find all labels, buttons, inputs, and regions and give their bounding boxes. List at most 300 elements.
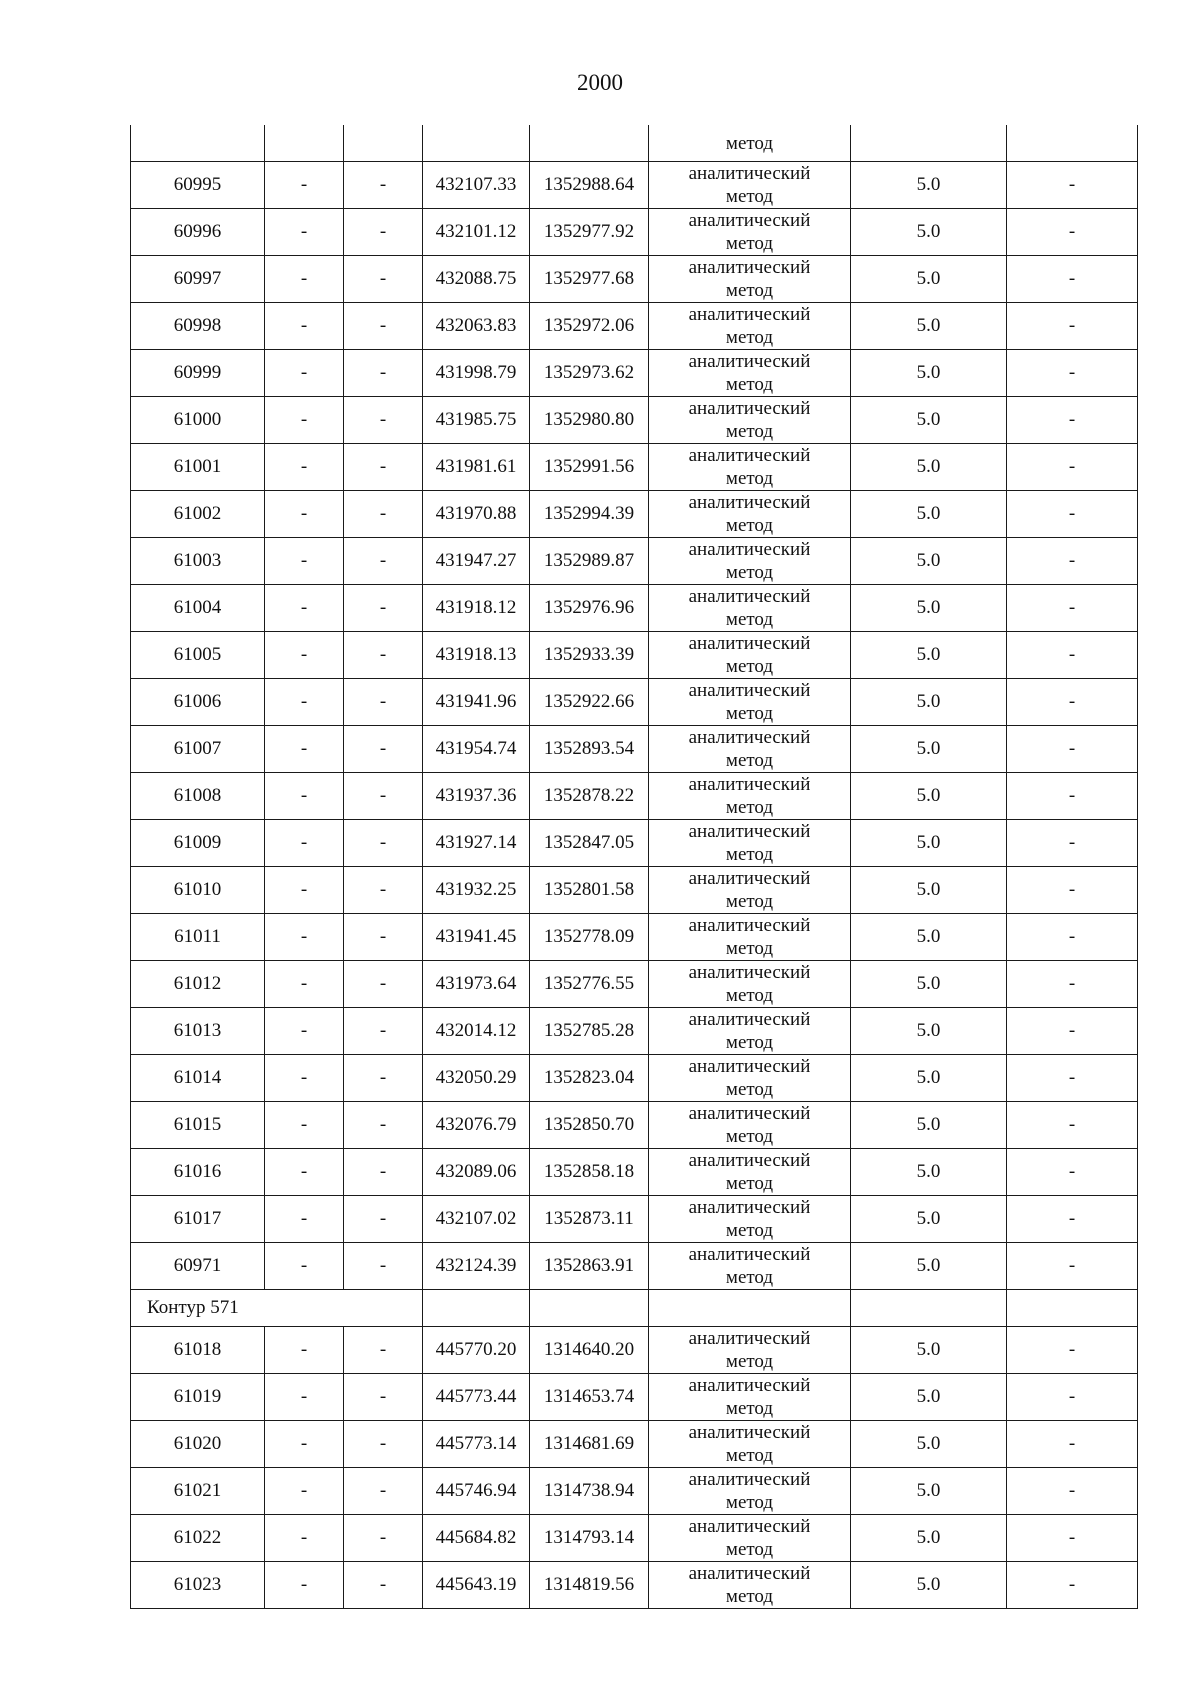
x-coordinate-cell: 432089.06 [423, 1148, 530, 1195]
method-cell [649, 1373, 851, 1420]
table-cell: - [1007, 396, 1138, 443]
table-cell [131, 125, 265, 161]
method-line: аналитический [688, 350, 811, 372]
method-cell [649, 1420, 851, 1467]
accuracy-cell: 5.0 [851, 161, 1007, 208]
table-cell: - [344, 1148, 423, 1195]
section-label: Контур 571 [131, 1289, 423, 1326]
point-id-cell: 61016 [131, 1148, 265, 1195]
method-line: аналитический [688, 1515, 811, 1537]
point-id-cell: 60998 [131, 302, 265, 349]
table-cell: - [1007, 1420, 1138, 1467]
table-cell: - [1007, 490, 1138, 537]
accuracy-cell: 5.0 [851, 584, 1007, 631]
method-cell [649, 772, 851, 819]
table-row [131, 819, 1138, 866]
continuation-row [131, 125, 1138, 161]
table-cell: - [1007, 1101, 1138, 1148]
table-cell: - [344, 1420, 423, 1467]
method-line: метод [725, 1219, 774, 1241]
table-cell: - [1007, 584, 1138, 631]
table-row [131, 396, 1138, 443]
x-coordinate-cell: 431985.75 [423, 396, 530, 443]
point-id-cell: 61008 [131, 772, 265, 819]
table-cell: - [265, 443, 344, 490]
table-cell: - [265, 725, 344, 772]
method-cell [649, 1242, 851, 1289]
table-cell: - [1007, 1054, 1138, 1101]
table-cell: - [1007, 255, 1138, 302]
table-cell [649, 1289, 851, 1326]
x-coordinate-cell: 432050.29 [423, 1054, 530, 1101]
table-row [131, 1242, 1138, 1289]
table-cell: - [1007, 1242, 1138, 1289]
y-coordinate-cell: 1314681.69 [530, 1420, 649, 1467]
method-line: метод [725, 1538, 774, 1560]
method-line: аналитический [688, 538, 811, 560]
method-line: метод [725, 373, 774, 395]
method-line: аналитический [688, 1149, 811, 1171]
table-cell: - [1007, 302, 1138, 349]
table-row [131, 960, 1138, 1007]
table-row [131, 678, 1138, 725]
table-cell: - [265, 584, 344, 631]
method-line: метод [725, 655, 774, 677]
method-line: аналитический [688, 397, 811, 419]
y-coordinate-cell: 1352922.66 [530, 678, 649, 725]
table-row [131, 443, 1138, 490]
table-cell: - [344, 1101, 423, 1148]
table-cell [851, 1289, 1007, 1326]
point-id-cell: 61017 [131, 1195, 265, 1242]
x-coordinate-cell: 445773.44 [423, 1373, 530, 1420]
y-coordinate-cell: 1352988.64 [530, 161, 649, 208]
method-line: метод [725, 937, 774, 959]
y-coordinate-cell: 1352977.68 [530, 255, 649, 302]
accuracy-cell: 5.0 [851, 443, 1007, 490]
table-cell [530, 125, 649, 161]
point-id-cell: 61018 [131, 1326, 265, 1373]
table-cell: - [344, 302, 423, 349]
method-line: аналитический [688, 867, 811, 889]
method-line: аналитический [688, 209, 811, 231]
accuracy-cell: 5.0 [851, 1514, 1007, 1561]
method-line: аналитический [688, 726, 811, 748]
method-line: метод [725, 1172, 774, 1194]
accuracy-cell: 5.0 [851, 1148, 1007, 1195]
accuracy-cell: 5.0 [851, 1101, 1007, 1148]
table-cell: - [1007, 208, 1138, 255]
table-cell: - [265, 1373, 344, 1420]
method-cell [649, 302, 851, 349]
table-cell: - [344, 161, 423, 208]
y-coordinate-cell: 1352850.70 [530, 1101, 649, 1148]
x-coordinate-cell: 431918.12 [423, 584, 530, 631]
table-cell: - [1007, 443, 1138, 490]
table-cell: - [1007, 631, 1138, 678]
table-cell: - [344, 1242, 423, 1289]
point-id-cell: 61005 [131, 631, 265, 678]
x-coordinate-cell: 431927.14 [423, 819, 530, 866]
accuracy-cell: 5.0 [851, 1467, 1007, 1514]
method-cell [649, 866, 851, 913]
point-id-cell: 61013 [131, 1007, 265, 1054]
table-cell: - [1007, 1148, 1138, 1195]
y-coordinate-cell: 1314819.56 [530, 1561, 649, 1608]
method-line: метод [725, 1125, 774, 1147]
accuracy-cell: 5.0 [851, 678, 1007, 725]
method-line: метод [725, 467, 774, 489]
table-row [131, 1373, 1138, 1420]
method-cell [649, 443, 851, 490]
point-id-cell: 61010 [131, 866, 265, 913]
y-coordinate-cell: 1352991.56 [530, 443, 649, 490]
method-cell [649, 396, 851, 443]
table-row [131, 537, 1138, 584]
x-coordinate-cell: 432076.79 [423, 1101, 530, 1148]
table-cell: - [344, 1195, 423, 1242]
method-line: аналитический [688, 162, 811, 184]
x-coordinate-cell: 432101.12 [423, 208, 530, 255]
table-row [131, 1195, 1138, 1242]
method-cell: метод [649, 125, 851, 161]
method-cell [649, 537, 851, 584]
method-line: метод [725, 702, 774, 724]
table-cell: - [265, 1054, 344, 1101]
table-cell: - [265, 1561, 344, 1608]
method-cell [649, 349, 851, 396]
table-row [131, 1007, 1138, 1054]
method-cell [649, 1561, 851, 1608]
table-row [131, 772, 1138, 819]
table-cell: - [344, 819, 423, 866]
y-coordinate-cell: 1352972.06 [530, 302, 649, 349]
page-number: 2000 [577, 70, 623, 95]
method-line: аналитический [688, 632, 811, 654]
table-cell: - [265, 1101, 344, 1148]
table-cell: - [265, 772, 344, 819]
y-coordinate-cell: 1314738.94 [530, 1467, 649, 1514]
table-cell: - [344, 913, 423, 960]
method-cell [649, 1326, 851, 1373]
accuracy-cell: 5.0 [851, 631, 1007, 678]
table-cell: - [344, 772, 423, 819]
method-line: метод [725, 420, 774, 442]
point-id-cell: 61015 [131, 1101, 265, 1148]
x-coordinate-cell: 445773.14 [423, 1420, 530, 1467]
method-cell [649, 1467, 851, 1514]
table-row [131, 866, 1138, 913]
accuracy-cell: 5.0 [851, 208, 1007, 255]
accuracy-cell: 5.0 [851, 255, 1007, 302]
table-row [131, 1054, 1138, 1101]
method-line: метод [725, 185, 774, 207]
x-coordinate-cell: 445643.19 [423, 1561, 530, 1608]
accuracy-cell: 5.0 [851, 1195, 1007, 1242]
table-cell: - [1007, 1514, 1138, 1561]
table-cell: - [1007, 1373, 1138, 1420]
table-cell: - [1007, 1467, 1138, 1514]
table-cell: - [1007, 913, 1138, 960]
table-cell: - [344, 725, 423, 772]
table-cell [265, 125, 344, 161]
method-line: аналитический [688, 914, 811, 936]
table-cell: - [344, 631, 423, 678]
table-cell: - [1007, 1561, 1138, 1608]
table-cell: - [344, 1514, 423, 1561]
accuracy-cell: 5.0 [851, 725, 1007, 772]
x-coordinate-cell: 431932.25 [423, 866, 530, 913]
method-line: метод [725, 890, 774, 912]
method-cell [649, 208, 851, 255]
method-line: метод [725, 1350, 774, 1372]
x-coordinate-cell: 445684.82 [423, 1514, 530, 1561]
x-coordinate-cell: 432107.33 [423, 161, 530, 208]
method-line: аналитический [688, 1008, 811, 1030]
method-line: аналитический [688, 1243, 811, 1265]
y-coordinate-cell: 1314653.74 [530, 1373, 649, 1420]
accuracy-cell: 5.0 [851, 349, 1007, 396]
section-row [131, 1289, 1138, 1326]
method-line: аналитический [688, 303, 811, 325]
table-row [131, 1514, 1138, 1561]
method-line: аналитический [688, 1374, 811, 1396]
table-cell: - [1007, 1195, 1138, 1242]
method-cell [649, 1007, 851, 1054]
accuracy-cell: 5.0 [851, 1420, 1007, 1467]
table-cell: - [265, 1467, 344, 1514]
method-cell [649, 255, 851, 302]
accuracy-cell: 5.0 [851, 1242, 1007, 1289]
y-coordinate-cell: 1352847.05 [530, 819, 649, 866]
point-id-cell: 61021 [131, 1467, 265, 1514]
method-line: аналитический [688, 1102, 811, 1124]
x-coordinate-cell: 431954.74 [423, 725, 530, 772]
method-line: метод [725, 1491, 774, 1513]
table-row [131, 913, 1138, 960]
table-cell [1007, 125, 1138, 161]
accuracy-cell: 5.0 [851, 1007, 1007, 1054]
y-coordinate-cell: 1314640.20 [530, 1326, 649, 1373]
method-cell [649, 819, 851, 866]
method-cell [649, 1195, 851, 1242]
method-cell [649, 1514, 851, 1561]
table-row [131, 161, 1138, 208]
table-cell [851, 125, 1007, 161]
table-cell: - [344, 537, 423, 584]
x-coordinate-cell: 445770.20 [423, 1326, 530, 1373]
y-coordinate-cell: 1352977.92 [530, 208, 649, 255]
table-cell: - [265, 396, 344, 443]
x-coordinate-cell: 431937.36 [423, 772, 530, 819]
table-cell: - [344, 1373, 423, 1420]
table-row [131, 490, 1138, 537]
table-row [131, 208, 1138, 255]
method-line: метод [725, 232, 774, 254]
table-cell: - [265, 819, 344, 866]
method-cell [649, 1101, 851, 1148]
accuracy-cell: 5.0 [851, 396, 1007, 443]
x-coordinate-cell: 445746.94 [423, 1467, 530, 1514]
point-id-cell: 61002 [131, 490, 265, 537]
accuracy-cell: 5.0 [851, 1054, 1007, 1101]
x-coordinate-cell: 431973.64 [423, 960, 530, 1007]
point-id-cell: 60999 [131, 349, 265, 396]
table-cell: - [1007, 960, 1138, 1007]
table-row [131, 255, 1138, 302]
point-id-cell: 61000 [131, 396, 265, 443]
x-coordinate-cell: 431947.27 [423, 537, 530, 584]
method-line: аналитический [688, 961, 811, 983]
x-coordinate-cell: 432107.02 [423, 1195, 530, 1242]
y-coordinate-cell: 1352873.11 [530, 1195, 649, 1242]
table-cell: - [344, 208, 423, 255]
method-cell [649, 725, 851, 772]
accuracy-cell: 5.0 [851, 819, 1007, 866]
method-line: метод [725, 326, 774, 348]
method-line: метод [725, 1031, 774, 1053]
table-cell [423, 125, 530, 161]
method-line: метод [725, 561, 774, 583]
table-cell: - [344, 866, 423, 913]
table-cell: - [265, 1514, 344, 1561]
y-coordinate-cell: 1352776.55 [530, 960, 649, 1007]
point-id-cell: 61011 [131, 913, 265, 960]
table-cell: - [344, 443, 423, 490]
point-id-cell: 60996 [131, 208, 265, 255]
method-line: метод [725, 749, 774, 771]
method-cell [649, 161, 851, 208]
point-id-cell: 60995 [131, 161, 265, 208]
table-cell: - [1007, 678, 1138, 725]
point-id-cell: 61023 [131, 1561, 265, 1608]
x-coordinate-cell: 431941.45 [423, 913, 530, 960]
y-coordinate-cell: 1352778.09 [530, 913, 649, 960]
table-cell: - [1007, 1007, 1138, 1054]
table-cell: - [265, 913, 344, 960]
table-cell: - [1007, 819, 1138, 866]
method-cell [649, 1054, 851, 1101]
table-cell: - [1007, 772, 1138, 819]
accuracy-cell: 5.0 [851, 772, 1007, 819]
accuracy-cell: 5.0 [851, 302, 1007, 349]
x-coordinate-cell: 432014.12 [423, 1007, 530, 1054]
table-cell: - [344, 396, 423, 443]
method-line: аналитический [688, 773, 811, 795]
table-cell: - [1007, 161, 1138, 208]
point-id-cell: 61007 [131, 725, 265, 772]
y-coordinate-cell: 1352801.58 [530, 866, 649, 913]
table-cell: - [344, 960, 423, 1007]
coordinates-table [130, 125, 1138, 1609]
point-id-cell: 61006 [131, 678, 265, 725]
table-row [131, 1326, 1138, 1373]
table-cell: - [1007, 537, 1138, 584]
x-coordinate-cell: 432063.83 [423, 302, 530, 349]
table-cell: - [265, 255, 344, 302]
x-coordinate-cell: 431918.13 [423, 631, 530, 678]
table-cell: - [265, 537, 344, 584]
method-line: аналитический [688, 1562, 811, 1584]
y-coordinate-cell: 1352994.39 [530, 490, 649, 537]
table-cell: - [344, 1326, 423, 1373]
table-row [131, 1467, 1138, 1514]
accuracy-cell: 5.0 [851, 1561, 1007, 1608]
method-line: аналитический [688, 1468, 811, 1490]
y-coordinate-cell: 1352989.87 [530, 537, 649, 584]
y-coordinate-cell: 1352976.96 [530, 584, 649, 631]
method-line: метод [725, 1078, 774, 1100]
method-line: метод [725, 796, 774, 818]
accuracy-cell: 5.0 [851, 1326, 1007, 1373]
table-cell: - [265, 161, 344, 208]
method-line: метод [725, 843, 774, 865]
method-cell [649, 1148, 851, 1195]
y-coordinate-cell: 1352858.18 [530, 1148, 649, 1195]
method-cell [649, 913, 851, 960]
table-row [131, 1148, 1138, 1195]
method-line: аналитический [688, 1055, 811, 1077]
table-cell: - [265, 1420, 344, 1467]
method-line: аналитический [688, 491, 811, 513]
x-coordinate-cell: 431970.88 [423, 490, 530, 537]
y-coordinate-cell: 1352863.91 [530, 1242, 649, 1289]
x-coordinate-cell: 432124.39 [423, 1242, 530, 1289]
table-row [131, 584, 1138, 631]
method-line: аналитический [688, 1421, 811, 1443]
accuracy-cell: 5.0 [851, 1373, 1007, 1420]
table-cell: - [265, 208, 344, 255]
point-id-cell: 61019 [131, 1373, 265, 1420]
accuracy-cell: 5.0 [851, 866, 1007, 913]
y-coordinate-cell: 1352973.62 [530, 349, 649, 396]
table-cell: - [344, 490, 423, 537]
method-line: аналитический [688, 820, 811, 842]
method-line: метод [725, 984, 774, 1006]
table-row [131, 1561, 1138, 1608]
method-cell [649, 678, 851, 725]
method-line: метод [725, 514, 774, 536]
point-id-cell: 61022 [131, 1514, 265, 1561]
point-id-cell: 61009 [131, 819, 265, 866]
table-cell: - [265, 960, 344, 1007]
table-cell: - [344, 1054, 423, 1101]
table-cell: - [344, 349, 423, 396]
table-cell: - [1007, 349, 1138, 396]
method-line: метод [725, 1585, 774, 1607]
y-coordinate-cell: 1352823.04 [530, 1054, 649, 1101]
table-cell: - [344, 1561, 423, 1608]
method-line: метод [725, 279, 774, 301]
table-row [131, 725, 1138, 772]
table-row [131, 1420, 1138, 1467]
point-id-cell: 61014 [131, 1054, 265, 1101]
table-cell: - [265, 1007, 344, 1054]
table-cell [1007, 1289, 1138, 1326]
table-cell: - [265, 866, 344, 913]
table-cell: - [265, 1148, 344, 1195]
table-cell: - [265, 631, 344, 678]
point-id-cell: 61003 [131, 537, 265, 584]
table-row [131, 349, 1138, 396]
x-coordinate-cell: 431998.79 [423, 349, 530, 396]
y-coordinate-cell: 1352933.39 [530, 631, 649, 678]
table-cell [423, 1289, 530, 1326]
table-cell: - [265, 302, 344, 349]
accuracy-cell: 5.0 [851, 490, 1007, 537]
method-line: аналитический [688, 1327, 811, 1349]
table-cell: - [265, 1195, 344, 1242]
